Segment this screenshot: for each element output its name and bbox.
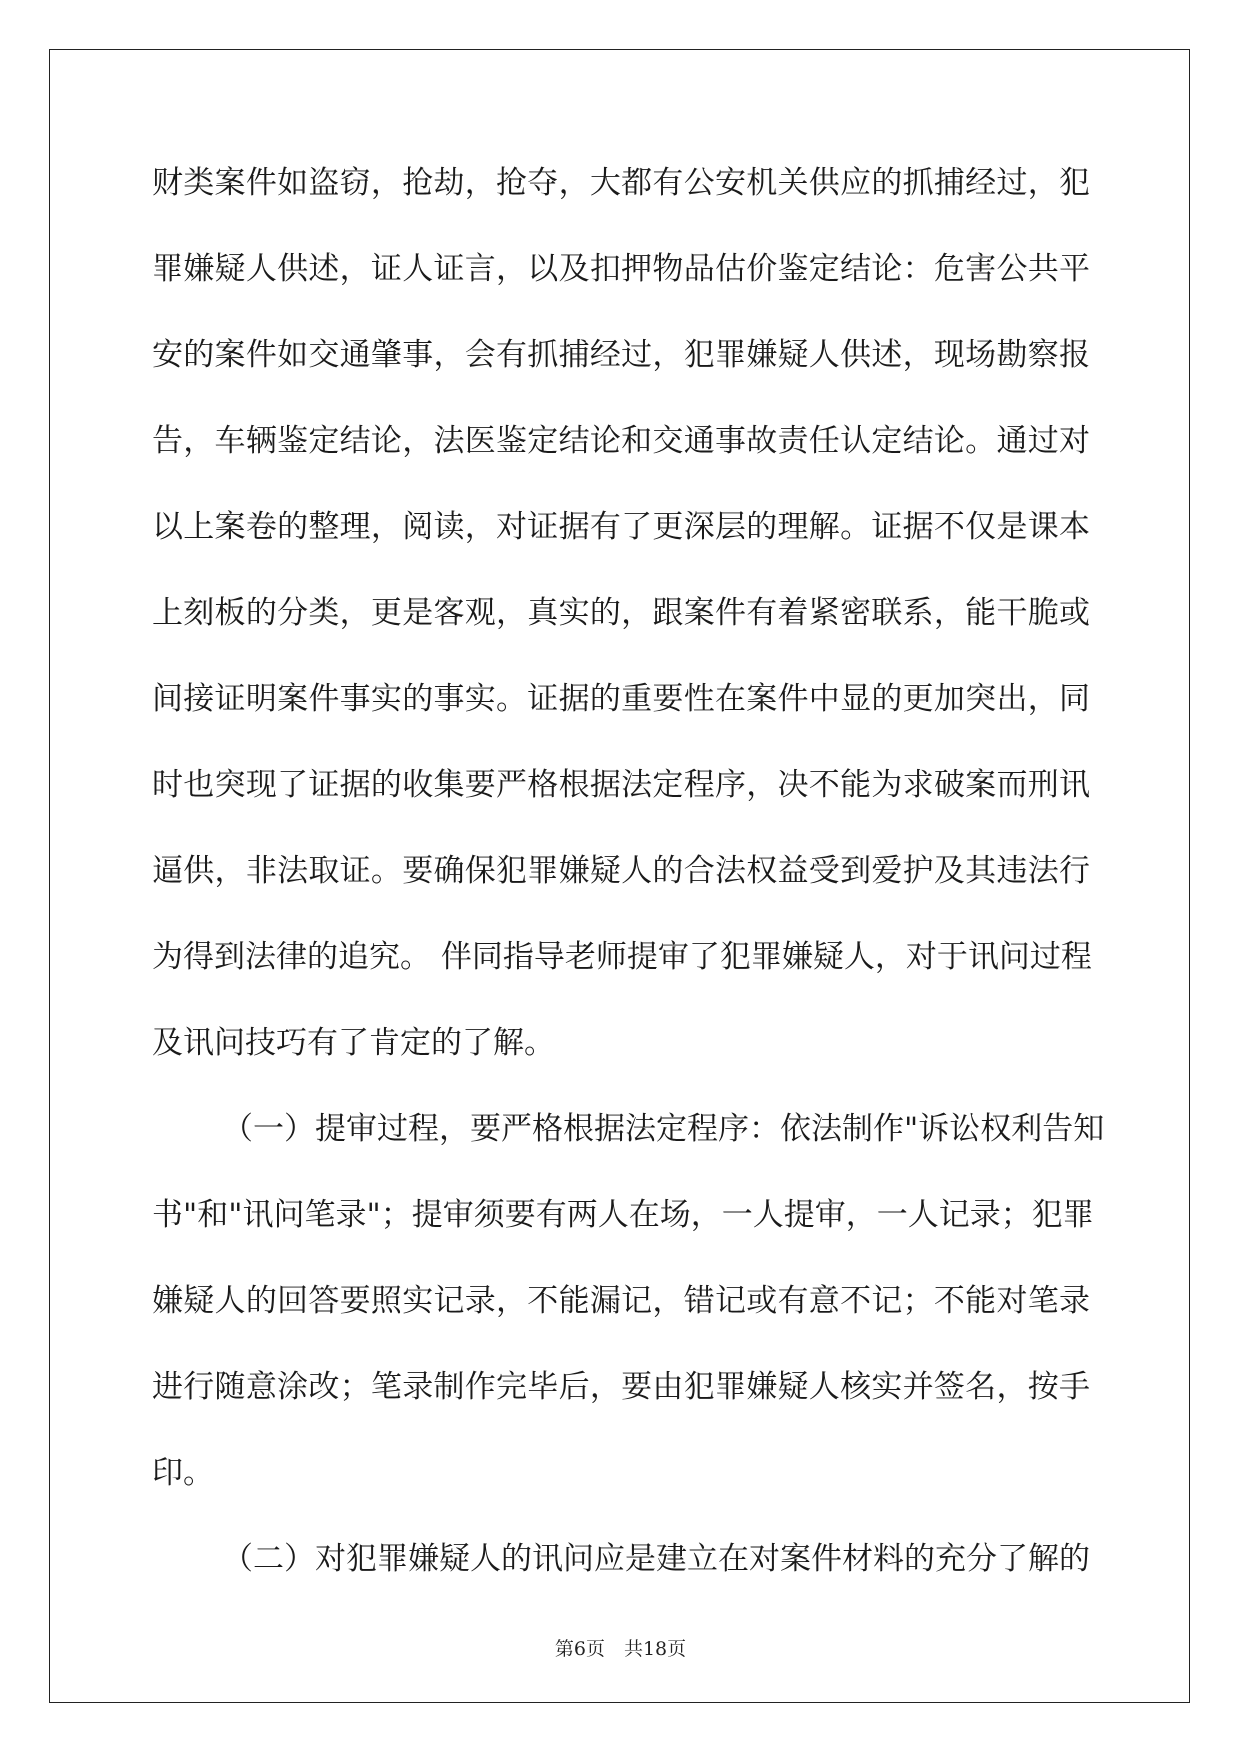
text-line: 印。 (152, 1455, 214, 1491)
text-line: 及讯问技巧有了肯定的了解。 (152, 1025, 555, 1061)
text-line: 间接证明案件事实的事实。证据的重要性在案件中显的更加突出，同 (152, 681, 1090, 717)
text-line: 上刻板的分类，更是客观，真实的，跟案件有着紧密联系，能干脆或 (152, 595, 1090, 631)
page-number-footer: 第6页 共18页 (554, 1638, 687, 1660)
text-line: 进行随意涂改；笔录制作完毕后，要由犯罪嫌疑人核实并签名，按手 (152, 1369, 1090, 1405)
text-line: 罪嫌疑人供述，证人证言，以及扣押物品估价鉴定结论：危害公共平 (152, 251, 1090, 287)
text-line: 时也突现了证据的收集要严格根据法定程序，决不能为求破案而刑讯 (152, 767, 1090, 803)
text-line: 安的案件如交通肇事，会有抓捕经过，犯罪嫌疑人供述，现场勘察报 (152, 337, 1090, 373)
text-line: 告，车辆鉴定结论，法医鉴定结论和交通事故责任认定结论。通过对 (152, 423, 1090, 459)
paragraph-start-line: （一）提审过程，要严格根据法定程序：依法制作"诉讼权利告知 (222, 1111, 1105, 1147)
text-line: 财类案件如盗窃，抢劫，抢夺，大都有公安机关供应的抓捕经过，犯 (152, 165, 1090, 201)
text-line: 为得到法律的追究。 伴同指导老师提审了犯罪嫌疑人，对于讯问过程 (152, 939, 1092, 975)
text-line: 嫌疑人的回答要照实记录，不能漏记，错记或有意不记；不能对笔录 (152, 1283, 1090, 1319)
text-line: 逼供，非法取证。要确保犯罪嫌疑人的合法权益受到爱护及其违法行 (152, 853, 1090, 889)
text-line: 书"和"讯问笔录"；提审须要有两人在场，一人提审，一人记录；犯罪 (152, 1197, 1094, 1233)
paragraph-start-line: （二）对犯罪嫌疑人的讯问应是建立在对案件材料的充分了解的 (222, 1541, 1090, 1577)
document-body (152, 160, 1105, 1622)
text-line: 以上案卷的整理，阅读，对证据有了更深层的理解。证据不仅是课本 (152, 509, 1090, 545)
